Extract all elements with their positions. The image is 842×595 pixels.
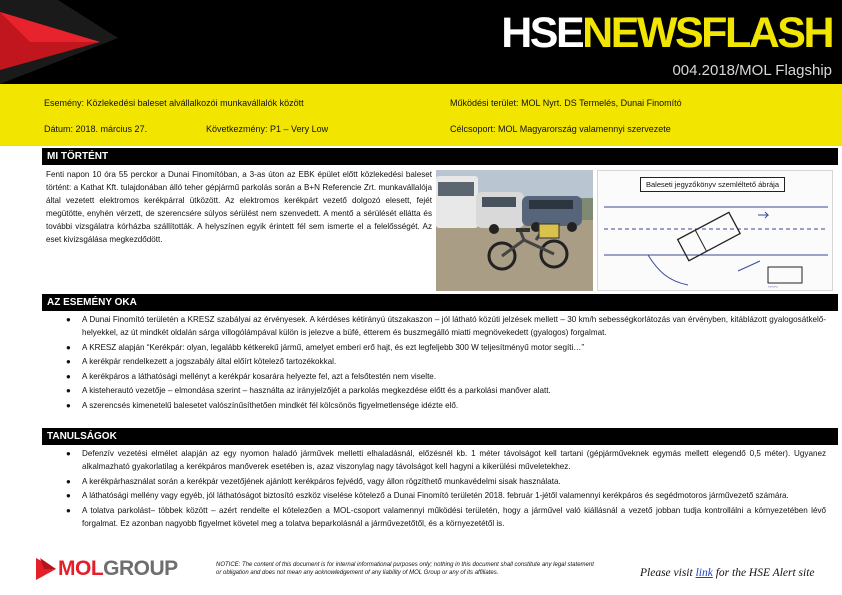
hse-alert-link[interactable]: link xyxy=(695,567,713,579)
accident-sketch-diagram xyxy=(597,170,833,291)
list-item: ● A kisteherautó vezetője – elmondása szerint – használta az irányjelzőjét a parkolás megkezdése előtt és a parkolási manőver alatt. xyxy=(66,384,826,397)
date-label: Dátum: xyxy=(44,124,74,134)
sketch-caption: Baleseti jegyzőkönyv szemléltető ábrája xyxy=(640,177,785,192)
svg-text:~~~: ~~~ xyxy=(768,285,778,291)
list-item: ● A láthatósági mellény vagy egyéb, jól láthatóságot biztosító eszköz viselése kötelező a Dunai Finomító területén 2018. február 1-jétől valamennyi kerékpáros és segédmotoros járművezető számára. xyxy=(66,489,826,502)
target-row xyxy=(450,124,671,134)
event-row xyxy=(44,98,304,108)
title-hse: HSE xyxy=(501,9,583,57)
consequence-value: P1 – Very Low xyxy=(270,124,329,134)
hse-alert-visit: Please visit link for the HSE Alert site xyxy=(640,567,815,579)
consequence-label: Következmény: xyxy=(206,124,268,134)
event-label: Esemény: xyxy=(44,98,85,108)
what-happened-text: Fenti napon 10 óra 55 perckor a Dunai Finomítóban, a 3-as úton az EBK épület előtt közlekedési baleset történt: a Kathat Kft. tulajdonában álló teher gépjármű parkolás során a B+N Referencie Zrt. munkavállalója által vezetett elektromos kerékpárral ütközött. Az elektromos kerékpárt vezető dolgozó elesett, fejét megütötte, enyhén vérzett, de szerencsére súlyos sérülést nem szenvedett. A mentő a sérülését ellátta és további vizsgálatra kórházba szállították. A helyszínen egyik érintett fél sem ismerte el a felelősségét. Az eset kivizsgálása megkezdődött. xyxy=(46,170,432,245)
footer-notice: NOTICE: The content of this document is for internal informational purposes only; nothing in this document shall constitute any legal statement or obligation and does not mean any acknowledgement of any liability of MOL Group or any of its affiliates. xyxy=(216,562,594,576)
bullet-icon: ● xyxy=(66,386,71,396)
newsflash-title xyxy=(501,8,832,58)
what-happened-heading: MI TÖRTÉNT xyxy=(42,148,838,165)
accident-scene-photo xyxy=(436,170,593,291)
list-item: ● A kerékpár rendelkezett a jogszabály által előírt kötelező tartozékokkal. xyxy=(66,355,826,368)
bullet-icon: ● xyxy=(66,401,71,411)
bullet-icon: ● xyxy=(66,357,71,367)
lessons-list xyxy=(66,447,826,532)
list-item: ● A KRESZ alapján “Kerékpár: olyan, legalább kétkerekű jármű, amelyet emberi erő hajt, és ezt legfeljebb 300 W teljesítményű motor segíti…” xyxy=(66,341,826,354)
list-item: ● A Dunai Finomító területén a KRESZ szabályai az érvényesek. A kérdéses kétirányú útszakaszon – jól látható közúti jelzések mellett – 30 km/h sebességkorlátozás van érvényben, kitáblázott gyalogosátkelő-helyekkel, az út mindkét oldalán sárga villogólámpával külön is jelezve a büfé, étterem és buszmegálló miatti megnövekedett (gyalogos) forgalmat. xyxy=(66,315,826,338)
area-row xyxy=(450,98,682,108)
list-item: ● A kerékpárhasználat során a kerékpár vezetőjének ajánlott kerékpáros fejvédő, vagy állon rögzíthető munkavédelmi sisak használata. xyxy=(66,475,826,488)
mol-group-logo-text: MOLGROUP xyxy=(58,557,178,580)
bullet-icon: ● xyxy=(66,449,71,458)
target-label: Célcsoport: xyxy=(450,124,496,134)
list-item: ● A tolatva parkolást– többek között – azért rendelte el kötelezően a MOL-csoport valamennyi működési területén, hogy a járművel való kiállásnál a vezető jobban tudja kontrollálni a környezetében lévő forgalmat. Ez azonban nagyobb figyelmet követel meg a tolatva beparkolásnál a járművezetőtől, és a környezetétől is. xyxy=(66,505,826,528)
area-label: Működési terület: xyxy=(450,98,519,108)
event-info-band xyxy=(0,84,842,146)
header-banner xyxy=(0,0,842,84)
newsflash-subtitle: 004.2018/MOL Flagship xyxy=(672,62,832,79)
cause-list xyxy=(66,313,826,414)
target-value: MOL Magyarország valamennyi szervezete xyxy=(498,124,671,134)
bullet-icon: ● xyxy=(66,491,71,501)
title-newsflash: NEWSFLASH xyxy=(582,9,832,57)
list-item: ● A szerencsés kimenetelű balesetet valószínűsíthetően mindkét fél kölcsönös figyelmetlensége idézte elő. xyxy=(66,399,826,412)
list-item: ● A kerékpáros a láthatósági mellényt a kerékpár kosarára helyezte fel, azt a felsőtestén nem viselte. xyxy=(66,370,826,383)
date-value: 2018. március 27. xyxy=(75,124,148,134)
consequence-row xyxy=(206,124,328,134)
red-triangle-logo-icon xyxy=(0,0,120,84)
bullet-icon: ● xyxy=(66,476,71,486)
list-item: ● Defenzív vezetési elmélet alapján az egy nyomon haladó járművek melletti elhaladásnál, előzésnél kb. 1 méter távolságot kell tartani (gépjárműveknek egymás mellett elegendő 0,5 méter). Ugyanez alkalmazható gyakorlatilag a kerékpáros manőverek esetében is, azaz viszonylag nagy távolságot kell hagyni a kikerülési műveletekhez. xyxy=(66,449,826,472)
event-value: Közlekedési baleset alvállalkozói munkavállalók között xyxy=(86,98,304,108)
bullet-icon: ● xyxy=(66,342,71,352)
lessons-heading: TANULSÁGOK xyxy=(42,428,838,445)
date-row xyxy=(44,124,147,134)
bullet-icon: ● xyxy=(66,505,71,515)
bullet-icon: ● xyxy=(66,371,71,381)
cause-heading: AZ ESEMÉNY OKA xyxy=(42,294,838,311)
bullet-icon: ● xyxy=(66,315,71,324)
area-value: MOL Nyrt. DS Termelés, Dunai Finomító xyxy=(521,98,682,108)
